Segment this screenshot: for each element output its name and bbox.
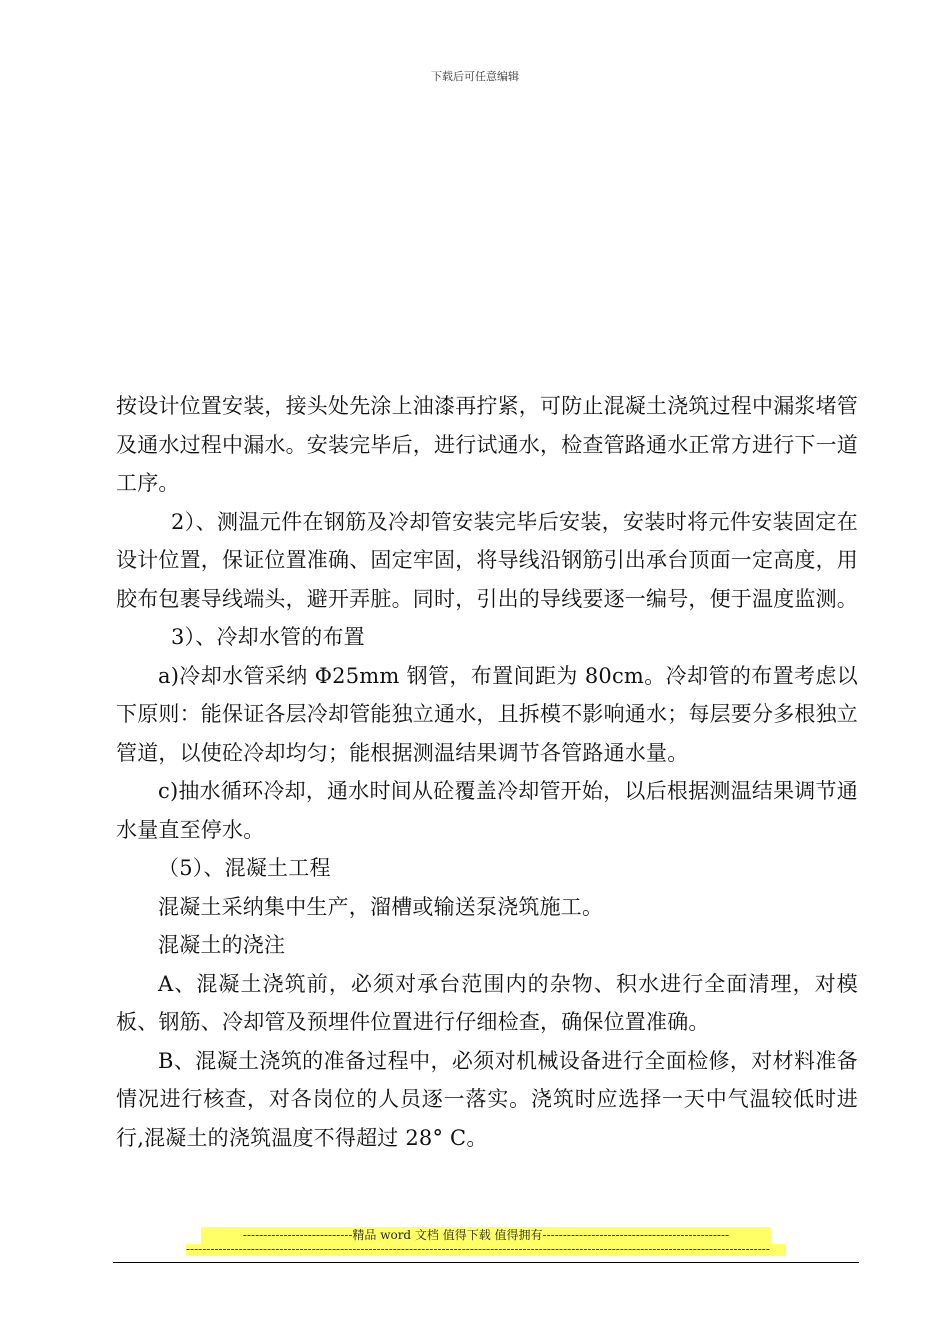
paragraph-cooling-pipe-a: a)冷却水管采纳 Φ25mm 钢管，布置间距为 80cm。冷却管的布置考虑以下原则：能保证各层冷却管能独立通水，且拆模不影响通水；每层要分多根独立管道，以使砼冷却均匀；能根据测温结果调节各管路通水量。 (116, 663, 858, 765)
footer-dash-line: ------------------------------------------------------------------------------------------------------------------------------------------------ (186, 1244, 786, 1256)
paragraph-cooling-pipe-c: c)抽水循环冷却，通水时间从砼覆盖冷却管开始，以后根据测温结果调节通水量直至停水。 (116, 779, 858, 842)
paragraph-pouring-a: A、混凝土浇筑前，必须对承台范围内的杂物、积水进行全面清理，对模板、钢筋、冷却管及预埋件位置进行仔细检查，确保位置准确。 (116, 971, 858, 1034)
heading-concrete-pouring: 混凝土的浇注 (158, 933, 286, 957)
page-header: 下载后可任意编辑 (431, 70, 519, 83)
paragraph-temperature-sensor: 2）、测温元件在钢筋及冷却管安装完毕后安装，安装时将元件安装固定在设计位置，保证位置准确、固定牢固，将导线沿钢筋引出承台顶面一定高度，用胶布包裹导线端头，避开弄脏。同时，引出的导线要逐一编号，便于温度监测。 (116, 509, 858, 611)
footer-watermark-line: ---------------------------精品 word 文档 值得下载 值得拥有---------------------------------------------- (201, 1227, 771, 1244)
paragraph-pouring-b: B、混凝土浇筑的准备过程中，必须对机械设备进行全面检修，对材料准备情况进行核查，对各岗位的人员逐一落实。浇筑时应选择一天中气温较低时进行,混凝土的浇筑温度不得超过 28° C。 (116, 1048, 858, 1150)
paragraph-pipe-install: 按设计位置安装，接头处先涂上油漆再拧紧，可防止混凝土浇筑过程中漏浆堵管及通水过程中漏水。安装完毕后，进行试通水，检查管路通水正常方进行下一道工序。 (116, 394, 858, 495)
footer-rule (113, 1262, 859, 1263)
heading-cooling-pipe-layout: 3）、冷却水管的布置 (171, 625, 365, 649)
heading-concrete-works: （5）、混凝土工程 (158, 856, 331, 880)
document-body (116, 387, 858, 1157)
paragraph-concrete-production: 混凝土采纳集中生产，溜槽或输送泵浇筑施工。 (158, 894, 604, 919)
